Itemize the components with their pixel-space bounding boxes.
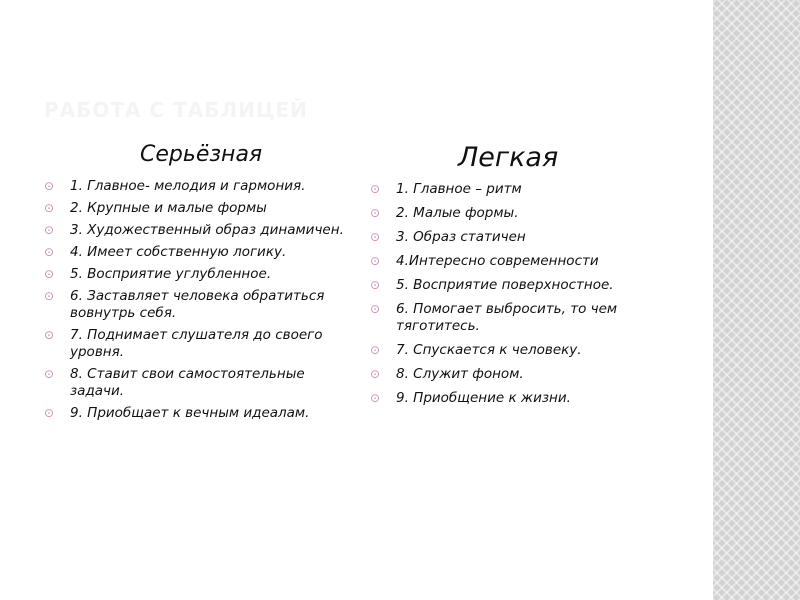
list-item-text: 9. Приобщение к жизни. (396, 390, 571, 406)
list-item (44, 178, 344, 195)
bullet-icon: ⊙ (44, 367, 55, 381)
list-item (370, 277, 670, 294)
list-item-text: 4.Интересно современности (396, 253, 599, 269)
bullet-icon: ⊙ (44, 179, 55, 193)
bullet-icon: ⊙ (44, 267, 55, 281)
list-item (370, 229, 670, 246)
list-item (370, 390, 670, 407)
list-item (370, 366, 670, 383)
list-item-text: 8. Служит фоном. (396, 366, 524, 382)
light-music-list (370, 181, 670, 414)
bullet-icon: ⊙ (370, 278, 381, 292)
list-item-text: 2. Малые формы. (396, 205, 519, 221)
list-item (370, 181, 670, 198)
list-item-text: 6. Помогает выбросить, то чем тяготитесь. (396, 301, 618, 334)
bullet-icon: ⊙ (44, 289, 55, 303)
list-item-text: 1. Главное- мелодия и гармония. (70, 178, 306, 194)
bullet-icon: ⊙ (44, 406, 55, 420)
column-heading-light: Легкая (458, 142, 559, 173)
list-item-text: 2. Крупные и малые формы (70, 200, 267, 216)
list-item (370, 301, 670, 335)
list-item-text: 5. Восприятие поверхностное. (396, 277, 614, 293)
list-item (44, 200, 344, 217)
list-item-text: 7. Поднимает слушателя до своего уровня. (70, 327, 323, 360)
list-item-text: 9. Приобщает к вечным идеалам. (70, 405, 310, 421)
bullet-icon: ⊙ (44, 223, 55, 237)
bullet-icon: ⊙ (44, 328, 55, 342)
list-item (44, 327, 344, 361)
serious-music-list (44, 178, 344, 427)
bullet-icon: ⊙ (370, 343, 381, 357)
list-item (44, 366, 344, 400)
list-item-text: 1. Главное – ритм (396, 181, 522, 197)
list-item (44, 266, 344, 283)
list-item-text: 6. Заставляет человека обратиться вовнутрь себя. (70, 288, 325, 321)
bullet-icon: ⊙ (44, 245, 55, 259)
bullet-icon: ⊙ (370, 391, 381, 405)
decorative-side-panel (713, 0, 800, 600)
bullet-icon: ⊙ (370, 367, 381, 381)
list-item-text: 7. Спускается к человеку. (396, 342, 582, 358)
column-heading-serious: Серьёзная (140, 142, 263, 167)
list-item (370, 253, 670, 270)
bullet-icon: ⊙ (370, 182, 381, 196)
bullet-icon: ⊙ (44, 201, 55, 215)
list-item (44, 405, 344, 422)
list-item (44, 288, 344, 322)
bullet-icon: ⊙ (370, 254, 381, 268)
list-item-text: 3. Художественный образ динамичен. (70, 222, 344, 238)
list-item-text: 3. Образ статичен (396, 229, 526, 245)
list-item-text: 5. Восприятие углубленное. (70, 266, 272, 282)
list-item-text: 8. Ставит свои самостоятельные задачи. (70, 366, 305, 399)
bullet-icon: ⊙ (370, 206, 381, 220)
list-item (44, 244, 344, 261)
list-item-text: 4. Имеет собственную логику. (70, 244, 287, 260)
list-item (44, 222, 344, 239)
list-item (370, 205, 670, 222)
slide-title: РАБОТА С ТАБЛИЦЕЙ (44, 98, 308, 122)
bullet-icon: ⊙ (370, 230, 381, 244)
bullet-icon: ⊙ (370, 302, 381, 316)
list-item (370, 342, 670, 359)
